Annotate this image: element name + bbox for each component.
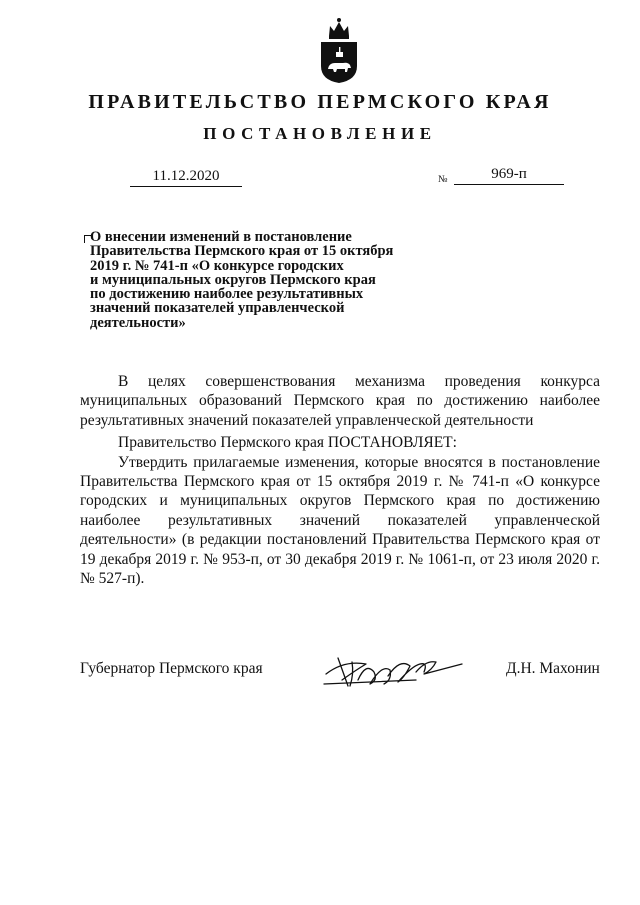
document-number: 969-п (454, 164, 564, 185)
subject-line: значений показателей управленческой (90, 300, 345, 317)
document-date: 11.12.2020 (130, 166, 242, 187)
subject-line: и муниципальных округов Пермского края (90, 271, 376, 288)
subject-line: по достижению наиболее результативных (90, 286, 364, 303)
subject-line: Правительства Пермского края от 15 октября (90, 243, 394, 260)
document-body (80, 372, 600, 588)
number-sign: № (438, 174, 448, 185)
handwritten-signature (320, 650, 465, 692)
subject-line: О внесении изменений в постановление (90, 229, 352, 245)
subject-line: 2019 г. № 741-п «О конкурсе городских (90, 257, 344, 274)
signer-name: Д.Н. Махонин (506, 660, 600, 677)
document-type: ПОСТАНОВЛЕНИЕ (203, 124, 437, 143)
government-title: ПРАВИТЕЛЬСТВО ПЕРМСКОГО КРАЯ (88, 91, 552, 113)
body-paragraph-preamble: В целях совершенствования механизма проведения конкурса муниципальных образований Пермского края по достижению наиболее результативных значений показателей управленческой деятельности (80, 373, 600, 429)
document-subject (90, 230, 430, 330)
signer-title: Губернатор Пермского края (80, 660, 263, 677)
body-paragraph-decision: Утвердить прилагаемые изменения, которые вносятся в постановление Правительства Пермского края от 15 октября 2019 г. № 741-п «О конкурсе городских и муниципальных округов Пермского края по достижению наиболее результативных значений показателей управленческой деятельности» (в редакции постановлений Правительства Пермского края от 19 декабря 2019 г. № 953-п, от 30 декабря 2019 г. № 1061-п, от 23 июля 2020 г. № 527-п). (80, 453, 600, 588)
subject-line: деятельности» (90, 314, 186, 331)
perm-krai-coat-of-arms-icon (318, 14, 360, 84)
body-paragraph-resolution: Правительство Пермского края ПОСТАНОВЛЯЕТ: (118, 434, 457, 452)
